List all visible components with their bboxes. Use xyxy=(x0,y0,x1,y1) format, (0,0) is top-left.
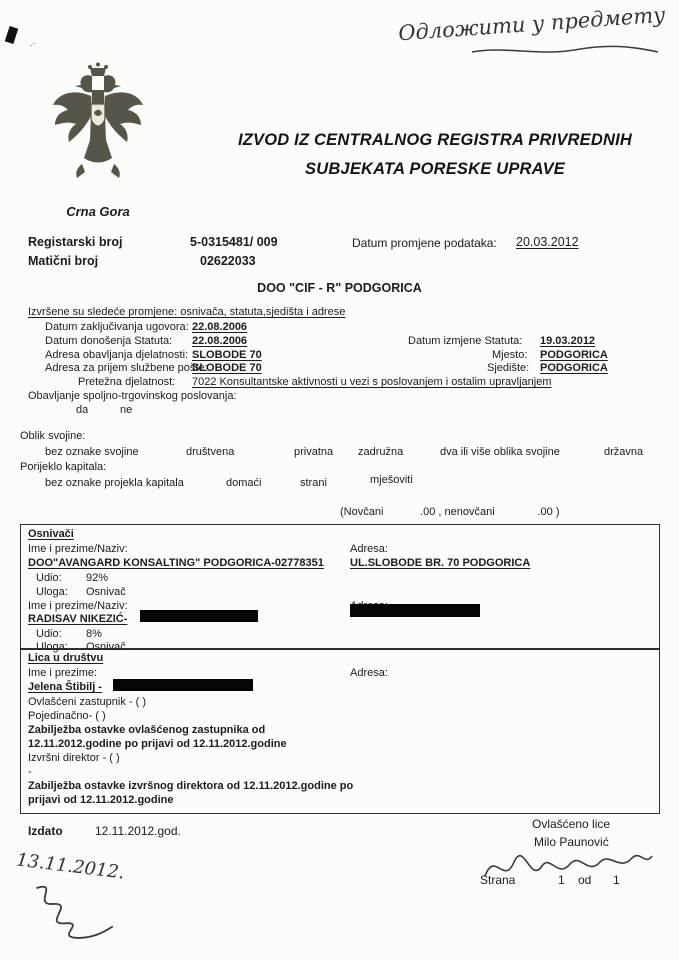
page-current: 1 xyxy=(558,873,565,887)
founder1-role-value: Osnivač xyxy=(86,586,126,598)
founder1-share-label: Udio: xyxy=(36,572,62,584)
main-activity-value: 7022 Konsultantske aktivnosti u vezi s poslovanjem i ostalim upravljanjem xyxy=(192,376,552,388)
founder2-share-label: Udio: xyxy=(36,628,62,640)
person-line-0: Ovlašćeni zastupnik - ( ) xyxy=(28,696,146,708)
founder1-share-value: 92% xyxy=(86,572,109,584)
page-total: 1 xyxy=(613,873,620,887)
changes-line: Izvršene su sledeće promjene: osnivača, statuta,sjedišta i adrese xyxy=(28,306,346,318)
place-label: Mjesto: xyxy=(492,349,528,361)
maticni-number-value: 02622033 xyxy=(200,254,256,268)
ownership-option-4: dva ili više oblika svojine xyxy=(440,446,560,458)
foreign-trade-option-ne: ne xyxy=(120,404,133,416)
statute-date-value: 22.08.2006 xyxy=(192,335,248,347)
founders-box-title: Osnivači xyxy=(28,528,74,540)
change-date-value: 20.03.2012 xyxy=(516,235,579,249)
place-value: PODGORICA xyxy=(540,349,608,361)
document-title-line2: SUBJEKATA PORESKE UPRAVE xyxy=(305,159,565,178)
registry-number-label: Registarski broj xyxy=(28,235,123,249)
ownership-option-2: privatna xyxy=(294,446,334,458)
authorized-person-label: Ovlašćeno lice xyxy=(532,817,611,831)
scan-artifact-marks: .· xyxy=(30,38,36,48)
scan-artifact-blob xyxy=(5,26,19,44)
person-line-7: prijavi od 12.11.2012.godine xyxy=(28,794,174,806)
registry-number-value: 5-0315481/ 009 xyxy=(190,235,278,249)
person-line-1: Pojedinačno- ( ) xyxy=(28,710,106,722)
handwritten-date: 13.11.2012. xyxy=(15,849,126,884)
founder2-share-value: 8% xyxy=(86,628,102,640)
person-address-label: Adresa: xyxy=(350,667,388,679)
statute-change-label: Datum izmjene Statuta: xyxy=(408,335,523,347)
founder2-name: RADISAV NIKEZIĆ- xyxy=(28,613,128,625)
country-label: Crna Gora xyxy=(66,204,130,219)
person-line-2: Zabilježba ostavke ovlašćenog zastupnika od xyxy=(28,724,266,736)
seat-value: PODGORICA xyxy=(540,362,608,374)
person-name-redaction xyxy=(113,679,253,691)
maticni-number-label: Matični broj xyxy=(28,254,99,268)
founder2-name-redaction xyxy=(140,610,258,622)
handwritten-note: Одложити у предмету xyxy=(397,2,667,46)
contract-date-label: Datum zaključivanja ugovora: xyxy=(45,321,189,333)
founder2-role-value: Osnivač xyxy=(86,641,126,653)
founder1-name: DOO"AVANGARD KONSALTING" PODGORICA-02778351 xyxy=(28,557,324,569)
issued-label: Izdato xyxy=(28,824,63,838)
ownership-label: Oblik svojine: xyxy=(20,430,86,442)
founder1-name-label: Ime i prezime/Naziv: xyxy=(28,543,128,555)
statute-change-value: 19.03.2012 xyxy=(540,335,596,347)
seat-label: Sjedište: xyxy=(487,362,530,374)
capital-note: (Novčani .00 , nenovčani .00 ) xyxy=(340,506,560,518)
person-name-label: Ime i prezime: xyxy=(28,667,98,679)
person-line-4: Izvršni direktor - ( ) xyxy=(28,752,120,764)
main-activity-label: Pretežna djelatnost: xyxy=(78,376,176,388)
document-title-line1: IZVOD IZ CENTRALNOG REGISTRA PRIVREDNIH xyxy=(237,131,633,149)
founder2-name-label: Ime i prezime/Naziv: xyxy=(28,600,128,612)
person-line-6: Zabilježba ostavke izvršnog direktora od 12.11.2012.godine po xyxy=(28,780,354,792)
issued-value: 12.11.2012.god. xyxy=(95,824,181,838)
authorized-person-name: Milo Paunović xyxy=(534,835,609,849)
activity-address-value: SLOBODE 70 xyxy=(192,349,262,361)
document-title xyxy=(205,126,665,184)
founder1-address: UL.SLOBODE BR. 70 PODGORICA xyxy=(350,557,531,569)
founder1-address-label: Adresa: xyxy=(350,543,388,555)
ownership-option-1: društvena xyxy=(186,446,235,458)
mail-address-value: SLOBODE 70 xyxy=(192,362,262,374)
capital-origin-option-2: strani xyxy=(300,477,327,489)
capital-origin-option-3: mješoviti xyxy=(370,474,413,486)
founder2-address-redaction xyxy=(350,604,480,617)
eagle-emblem-icon xyxy=(48,60,148,200)
change-date-label: Datum promjene podataka: xyxy=(352,236,497,250)
founder2-role-label: Uloga: xyxy=(36,641,68,653)
foreign-trade-label: Obavljanje spoljno-trgovinskog poslovanja: xyxy=(28,390,237,402)
page-of-label: od xyxy=(578,873,592,887)
mail-address-label: Adresa za prijem službene pošte: xyxy=(45,362,208,374)
coat-of-arms xyxy=(48,60,148,219)
capital-origin-option-1: domaći xyxy=(226,477,262,489)
capital-origin-option-0: bez oznake projekla kapitala xyxy=(45,477,184,489)
handwritten-underline-flourish xyxy=(470,44,660,58)
contract-date-value: 22.08.2006 xyxy=(192,321,248,333)
ownership-option-5: državna xyxy=(604,446,644,458)
activity-address-label: Adresa obavljanja djelatnosti: xyxy=(45,349,189,361)
ownership-option-0: bez oznake svojine xyxy=(45,446,139,458)
founder1-role-label: Uloga: xyxy=(36,586,68,598)
page-label: Strana xyxy=(480,873,516,887)
statute-date-label: Datum donošenja Statuta: xyxy=(45,335,173,347)
capital-origin-label: Porijeklo kapitala: xyxy=(20,461,107,473)
foreign-trade-option-da: da xyxy=(76,404,89,416)
handwritten-signature xyxy=(19,877,125,949)
person-line-3: 12.11.2012.godine po prijavi od 12.11.2012.godine xyxy=(28,738,287,750)
person-line-5: - xyxy=(28,766,32,778)
person-name: Jelena Štibilj - xyxy=(28,681,102,693)
ownership-option-3: zadružna xyxy=(358,446,404,458)
persons-box-title: Lica u društvu xyxy=(28,652,104,664)
company-name: DOO "CIF - R" PODGORICA xyxy=(257,281,422,295)
